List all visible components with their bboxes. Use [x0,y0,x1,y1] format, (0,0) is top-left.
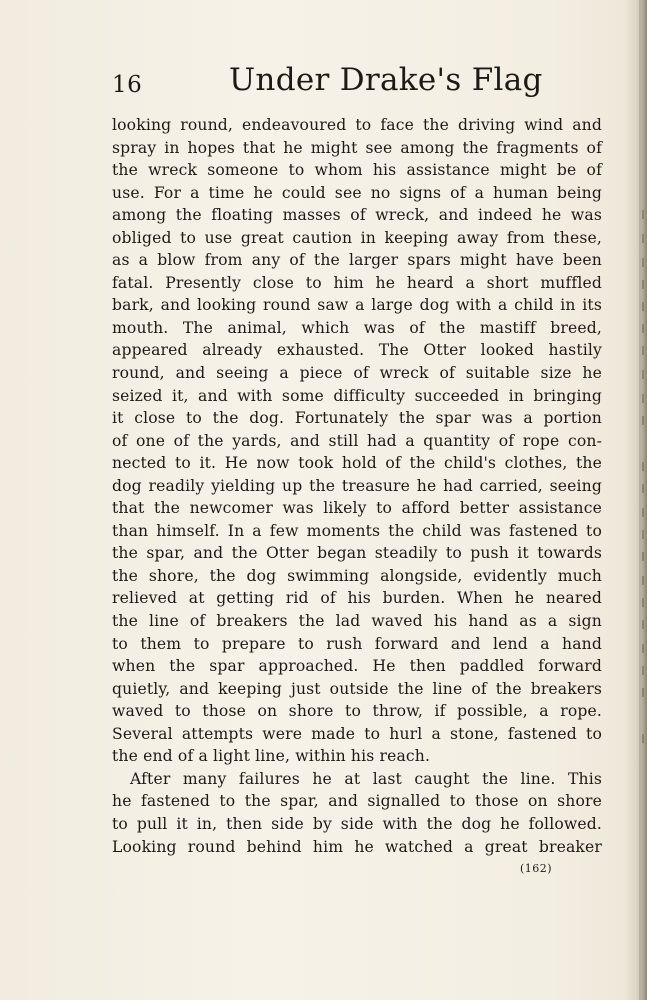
bleed-mark [642,666,644,675]
bleed-mark [642,462,644,471]
bleed-mark [642,280,644,289]
bleed-mark [642,530,644,539]
bleed-mark [642,508,644,517]
running-title: Under Drake's Flag [229,62,543,98]
page-header [112,62,606,106]
text-line: obliged to use great caution in keeping away from these, [112,228,602,247]
bleed-mark [642,688,644,697]
text-line: as a blow from any of the larger spars might have been [112,251,602,270]
text-line: looking round, endeavoured to face the driving wind and [112,116,602,134]
bleed-mark [642,484,644,493]
text-line: the line of breakers the lad waved his hand as a sign [112,612,602,631]
bleed-mark [642,620,644,629]
footer-page-mark: (162) [520,862,553,875]
bleed-mark [642,576,644,585]
text-line: Looking round behind him he watched a great breaker [112,837,602,856]
text-line: relieved at getting rid of his burden. When he neared [112,589,602,608]
text-line: that the newcomer was likely to afford better assistance [112,499,602,518]
text-line: it close to the dog. Fortunately the spar was a portion [112,409,602,428]
bleed-mark [642,734,644,743]
bleed-mark [642,598,644,607]
text-line: among the floating masses of wreck, and indeed he was [112,206,602,225]
bleed-mark [642,552,644,561]
text-line: fatal. Presently close to him he heard a short muffled [112,273,602,292]
bleed-mark [642,346,644,355]
text-line: to them to prepare to rush forward and lend a hand [112,634,602,653]
text-line: the spar, and the Otter began steadily to push it towards [112,544,602,563]
text-line: bark, and looking round saw a large dog with a child in its [112,296,602,315]
bleed-through-marks [642,200,647,760]
text-line: of one of the yards, and still had a quantity of rope con- [112,431,602,450]
text-line: nected to it. He now took hold of the child's clothes, the [112,454,602,473]
text-line: than himself. In a few moments the child was fastened to [112,521,602,540]
bleed-mark [642,370,644,379]
page-edge-line [639,0,641,1000]
text-line: spray in hopes that he might see among the fragments of [112,138,602,157]
bleed-mark [642,210,644,219]
bleed-mark [642,258,644,267]
text-line: to pull it in, then side by side with the dog he followed. [112,814,602,833]
text-line: use. For a time he could see no signs of a human being [112,183,602,202]
bleed-mark [642,234,644,243]
page-number: 16 [112,72,143,98]
body-text [112,114,602,858]
bleed-mark [642,416,644,425]
text-line: he fastened to the spar, and signalled to those on shore [112,792,602,811]
text-line: dog readily yielding up the treasure he had carried, seeing [112,476,602,495]
text-line: mouth. The animal, which was of the mastiff breed, [112,318,602,337]
bleed-mark [642,324,644,333]
text-line: the end of a light line, within his reach. [112,747,431,766]
text-line: when the spar approached. He then paddled forward [112,657,602,676]
text-line: round, and seeing a piece of wreck of suitable size he [112,364,602,383]
text-line: waved to those on shore to throw, if possible, a rope. [112,702,602,721]
text-line: the wreck someone to whom his assistance might be of [112,161,602,180]
text-line: Several attempts were made to hurl a stone, fastened to [112,724,602,743]
bleed-mark [642,644,644,653]
paragraph-first-line: After many failures he at last caught the line. This [130,769,602,788]
bleed-mark [642,302,644,311]
text-line: the shore, the dog swimming alongside, evidently much [112,566,602,585]
bleed-mark [642,394,644,403]
text-line: seized it, and with some difficulty succeeded in bringing [112,386,602,405]
text-line: quietly, and keeping just outside the line of the breakers [112,679,602,698]
text-line: appeared already exhausted. The Otter looked hastily [112,341,602,360]
